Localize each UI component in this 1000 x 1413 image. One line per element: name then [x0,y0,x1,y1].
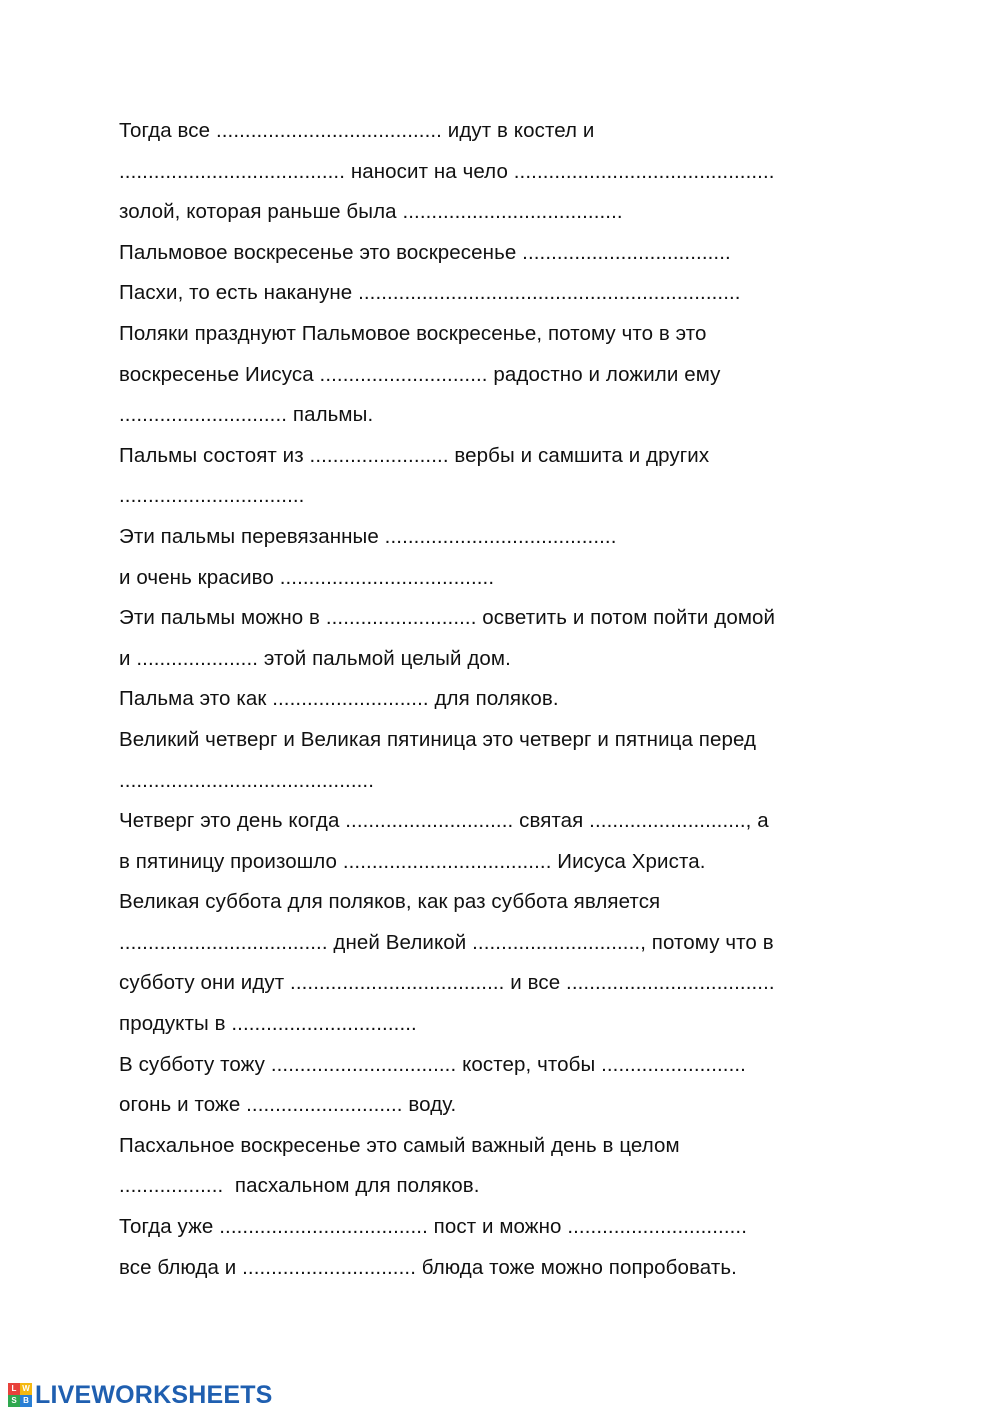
text-line: Пасхальное воскресенье это самый важный день в целом [119,1133,680,1157]
logo-mark-letter: B [20,1395,32,1407]
text-line: Пальмы состоят из ........................ вербы и самшита и других [119,443,710,467]
text-line: Тогда все ....................................... идут в костел и [119,119,595,142]
text-line: и очень красиво ..................................... [119,565,495,589]
text-line: Пальма это как ........................... для поляков. [119,687,559,711]
text-line: В субботу тожу ................................ костер, чтобы ......................... [119,1052,746,1076]
logo-mark-letter: W [20,1383,32,1395]
text-line: Пасхи, то есть накануне .................................................................. [119,281,741,305]
liveworksheets-logo-icon [8,1383,32,1407]
text-line: золой, которая раньше была ...................................... [119,200,623,224]
text-line: Эти пальмы можно в .......................... осветить и потом пойти домой [119,606,776,630]
text-line: Поляки празднуют Пальмовое воскресенье, потому что в это [119,321,707,345]
text-line: Великая суббота для поляков, как раз суббота является [119,890,661,914]
liveworksheets-logo[interactable] [8,1380,273,1410]
text-line: субботу они идут ..................................... и все .................................... [119,971,775,995]
logo-mark-letter: S [8,1395,20,1407]
text-line: ................................ [119,484,305,508]
text-line: Четверг это день когда ............................. святая ..........................., а [119,809,769,833]
text-line: Эти пальмы перевязанные ........................................ [119,524,617,548]
text-line: огонь и тоже ........................... воду. [119,1093,457,1117]
text-line: .................................... дней Великой ............................., потому что в [119,930,774,954]
text-line: воскресенье Иисуса ............................. радостно и ложили ему [119,362,721,386]
text-line: продукты в ................................ [119,1012,417,1036]
logo-text: LIVEWORKSHEETS [35,1380,273,1409]
worksheet-text [119,111,889,1288]
text-line: ............................................ [119,768,375,792]
text-line: Великий четверг и Великая пятиница это четверг и пятница перед [119,727,757,751]
text-line: .................. пасхальном для поляков. [119,1174,480,1198]
text-line: ....................................... наносит на чело ............................................. [119,159,775,183]
text-line: Пальмовое воскресенье это воскресенье .................................... [119,240,731,264]
text-line: в пятиницу произошло .................................... Иисуса Христа. [119,849,706,873]
logo-mark-letter: L [8,1383,20,1395]
text-line: и ..................... этой пальмой целый дом. [119,646,511,670]
text-line: ............................. пальмы. [119,403,374,427]
text-line: Тогда уже .................................... пост и можно ............................... [119,1215,748,1239]
text-line: все блюда и .............................. блюда тоже можно попробовать. [119,1255,737,1279]
